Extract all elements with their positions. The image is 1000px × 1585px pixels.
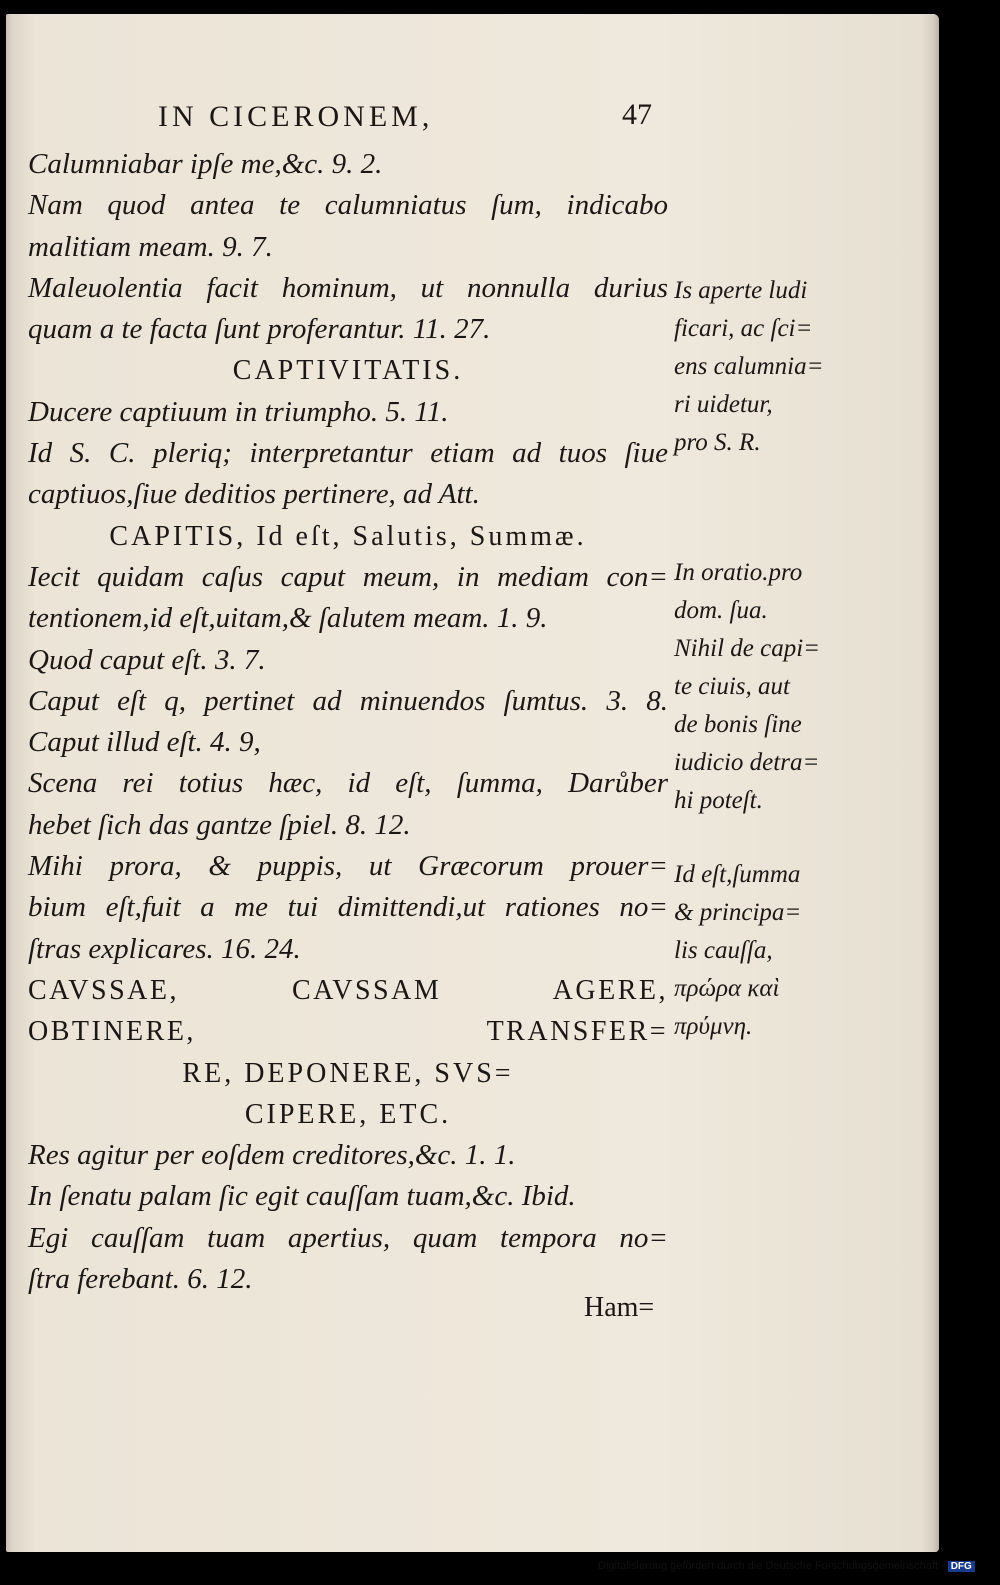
text-line: tentionem,id eſt,uitam,& ſalutem meam. 1. 9. — [28, 602, 548, 635]
text-line: ſtras explicares. 16. 24. — [28, 932, 301, 965]
side-note-line: Nihil de capi= — [674, 635, 821, 662]
text-line: quam a te facta ſunt proferantur. 11. 27. — [28, 313, 491, 346]
text-line: captiuos,ſiue deditios pertinere, ad Att. — [28, 478, 480, 511]
text-line: CAPTIVITATIS. — [232, 355, 464, 387]
side-note-2 — [674, 554, 854, 820]
text-line: ſtra ferebant. 6. 12. — [28, 1263, 253, 1296]
text-line: Id S. C. pleriq; interpretantur etiam ad tuos ſiue — [28, 437, 668, 470]
footer — [598, 1560, 975, 1572]
side-note-line: hi poteſt. — [674, 787, 763, 814]
side-note-line: & principa= — [674, 899, 802, 926]
side-note-line: dom. ſua. — [674, 597, 768, 624]
page-edge — [933, 14, 939, 1552]
text-line: Scena rei totius hæc, id eſt, ſumma, Darůber — [28, 767, 668, 800]
main-text-column — [28, 144, 668, 1300]
text-line: Egi cauſſam tuam apertius, quam tempora no= — [28, 1221, 668, 1254]
text-line: Caput illud eſt. 4. 9, — [28, 726, 261, 759]
text-line: Iecit quidam caſus caput meum, in mediam con= — [28, 560, 668, 593]
page-number: 47 — [622, 98, 652, 131]
side-note-line: lis cauſſa, — [674, 937, 773, 964]
side-note-line: te ciuis, aut — [674, 673, 790, 700]
text-line: CAPITIS, Id eſt, Salutis, Summæ. — [109, 520, 587, 552]
running-title: IN CICERONEM, — [158, 100, 434, 133]
side-note-3 — [674, 856, 854, 1046]
text-line: In ſenatu palam ſic egit cauſſam tuam,&c. Ibid. — [28, 1180, 576, 1213]
text-line: RE, DEPONERE, SVS= — [182, 1057, 514, 1089]
side-note-line: πρύμνη. — [674, 1013, 753, 1040]
catchword: Ham= — [584, 1292, 655, 1323]
text-line: malitiam meam. 9. 7. — [28, 230, 273, 263]
text-line: Res agitur per eoſdem creditores,&c. 1. 1. — [28, 1139, 516, 1172]
side-note-line: ri uidetur, — [674, 391, 773, 418]
text-line: Mihi prora, & puppis, ut Græcorum prouer= — [28, 850, 668, 883]
text-line: OBTINERE, TRANSFER= — [28, 1016, 668, 1048]
text-line: Maleuolentia facit hominum, ut nonnulla durius — [28, 271, 668, 304]
side-note-line: In oratio.pro — [674, 559, 803, 586]
side-note-line: ens calumnia= — [674, 353, 824, 380]
side-note-line: Is aperte ludi — [674, 277, 808, 304]
text-line: CIPERE, ETC. — [244, 1098, 452, 1130]
text-line: Ducere captiuum in triumpho. 5. 11. — [28, 395, 449, 428]
side-note-line: iudicio detra= — [674, 749, 820, 776]
text-line: Calumniabar ipſe me,&c. 9. 2. — [28, 148, 383, 180]
text-line: Quod caput eſt. 3. 7. — [28, 643, 266, 676]
book-page — [6, 14, 939, 1552]
text-line: bium eſt,fuit a me tui dimittendi,ut rationes no= — [28, 891, 668, 924]
side-note-line: Id eſt,ſumma — [674, 861, 801, 888]
side-note-line: pro S. R. — [674, 429, 761, 456]
text-line: Nam quod antea te calumniatus ſum, indicabo — [28, 189, 668, 222]
footer-credit: Digitalisierung gefördert durch die Deutsche Forschungsgemeinschaft · — [598, 1560, 945, 1572]
side-note-1 — [674, 272, 854, 462]
text-line: hebet ſich das gantze ſpiel. 8. 12. — [28, 808, 411, 841]
side-note-line: πρώρα καὶ — [674, 975, 780, 1002]
text-line: CAVSSAE, CAVSSAM AGERE, — [28, 974, 668, 1006]
text-line: Caput eſt q, pertinet ad minuendos ſumtus. 3. 8. — [28, 684, 668, 717]
dfg-logo: DFG — [948, 1561, 975, 1572]
side-note-line: ficari, ac ſci= — [674, 315, 813, 342]
side-note-line: de bonis ſine — [674, 711, 802, 738]
